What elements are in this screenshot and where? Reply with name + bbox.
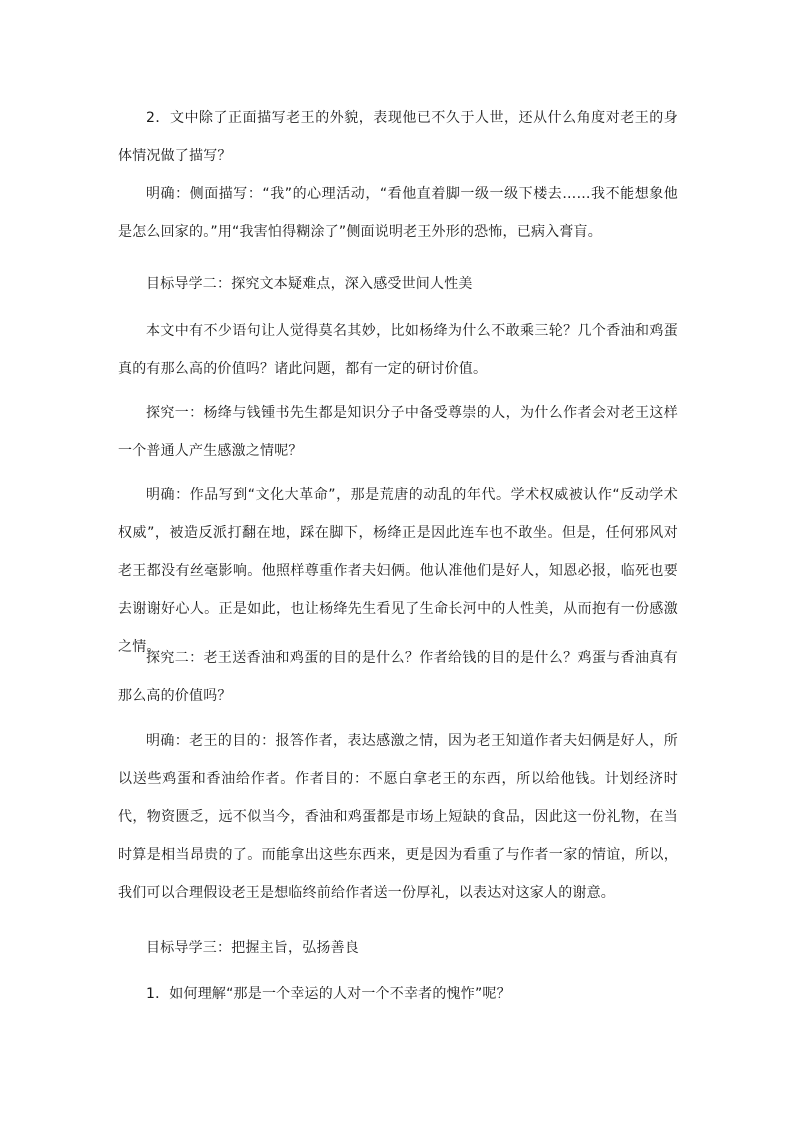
inquiry-2-paragraph: 探究二：老王送香油和鸡蛋的目的是什么？作者给钱的目的是什么？鸡蛋与香油真有那么高的价值吗？ — [118, 650, 678, 704]
answer-2-paragraph: 明确：侧面描写：“我”的心理活动，“看他直着脚一级一级下楼去……我不能想象他是怎么回家的。”用“我害怕得糊涂了”侧面说明老王外形的恐怖，已病入膏肓。 — [118, 186, 678, 240]
answer-inquiry-2-paragraph: 明确：老王的目的：报答作者，表达感激之情，因为老王知道作者夫妇俩是好人，所以送些鸡蛋和香油给作者。作者目的：不愿白拿老王的东西，所以给他钱。计划经济时代，物资匮乏，远不似当今，香油和鸡蛋都是市场上短缺的食品，因此这一份礼物，在当时算是相当昂贵的了。而能拿出这些东西来，更是因为看重了与作者一家的情谊，所以，我们可以合理假设老王是想临终前给作者送一份厚礼，以表达对这家人的谢意。 — [118, 733, 678, 901]
goal-2-heading: 目标导学二：探究文本疑难点，深入感受世间人性美 — [146, 276, 473, 292]
question-1-paragraph: 1．如何理解“那是一个幸运的人对一个不幸者的愧怍”呢？ — [146, 986, 511, 1002]
goal-3-heading: 目标导学三：把握主旨，弘扬善良 — [146, 940, 359, 956]
inquiry-1-paragraph: 探究一：杨绛与钱锺书先生都是知识分子中备受尊崇的人，为什么作者会对老王这样一个普通人产生感激之情呢？ — [118, 405, 678, 459]
answer-inquiry-1-paragraph: 明确：作品写到“文化大革命”，那是荒唐的动乱的年代。学术权威被认作“反动学术权威”，被造反派打翻在地，踩在脚下，杨绛正是因此连车也不敢坐。但是，任何邪风对老王都没有丝毫影响。他照样尊重作者夫妇俩。他认准他们是好人，知恩必报，临死也要去谢谢好心人。正是如此，也让杨绛先生看见了生命长河中的人性美，从而抱有一份感激之情。 — [118, 487, 678, 655]
question-2-paragraph: 2．文中除了正面描写老王的外貌，表现他已不久于人世，还从什么角度对老王的身体情况做了描写？ — [118, 110, 678, 164]
intro-paragraph: 本文中有不少语句让人觉得莫名其妙，比如杨绛为什么不敢乘三轮？几个香油和鸡蛋真的有那么高的价值吗？诸此问题，都有一定的研讨价值。 — [118, 323, 678, 377]
